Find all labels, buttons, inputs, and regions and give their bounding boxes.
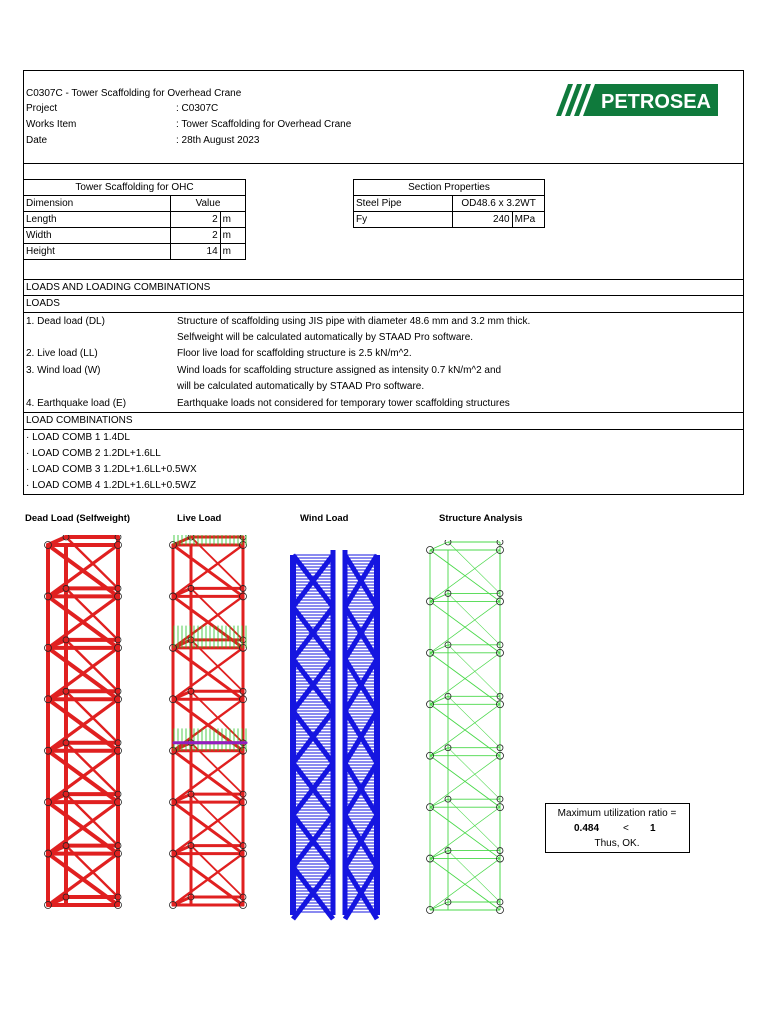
wind-load-frame [293, 550, 377, 919]
logo-text: PETROSEA [600, 91, 712, 113]
steel-pipe-label: Steel Pipe [354, 196, 453, 212]
dead-load-label: 1. Dead load (DL) [26, 316, 105, 327]
live-load-frame [170, 535, 247, 909]
table-row [24, 228, 246, 244]
combinations-divider [23, 412, 744, 413]
wind-load-caption: Wind Load [300, 513, 349, 524]
utilization-limit: 1 [650, 823, 656, 834]
table-row [354, 212, 545, 228]
dead-load-caption: Dead Load (Selfweight) [25, 513, 131, 524]
dead-load-line-1: Structure of scaffolding using JIS pipe with diameter 48.6 mm and 3.2 mm thick. [177, 316, 531, 327]
fy-value: 240 [453, 212, 512, 228]
wind-load-line-1: Wind loads for scaffolding structure assigned as intensity 0.7 kN/m^2 and [177, 365, 502, 376]
utilization-box [545, 803, 690, 853]
live-load-label: 2. Live load (LL) [26, 348, 98, 359]
dimension-header: Dimension [24, 196, 171, 212]
combinations-heading-divider [23, 429, 744, 430]
structure-analysis-figure [420, 540, 545, 940]
header-divider [23, 163, 744, 164]
utilization-title: Maximum utilization ratio = [557, 808, 677, 819]
load-comb-3: · LOAD COMB 3 1.2DL+1.6LL+0.5WX [26, 464, 197, 475]
structure-analysis-caption: Structure Analysis [439, 513, 523, 524]
document-title: C0307C - Tower Scaffolding for Overhead Crane [26, 88, 242, 99]
loads-section-heading: LOADS AND LOADING COMBINATIONS [26, 282, 211, 293]
wind-load-line-2: will be calculated automatically by STAAD Pro software. [177, 381, 425, 392]
section-table-title: Section Properties [354, 180, 545, 196]
dead-load-frame [45, 535, 122, 909]
properties-divider [23, 279, 744, 280]
live-load-line-1: Floor live load for scaffolding structure is 2.5 kN/m^2. [177, 348, 412, 359]
length-label: Length [24, 212, 171, 228]
date-label: Date [26, 135, 48, 146]
load-comb-4: · LOAD COMB 4 1.2DL+1.6LL+0.5WZ [26, 480, 197, 491]
ohc-table-title: Tower Scaffolding for OHC [24, 180, 246, 196]
live-load-caption: Live Load [177, 513, 222, 524]
length-unit: m [220, 212, 245, 228]
load-comb-2: · LOAD COMB 2 1.2DL+1.6LL [26, 448, 161, 459]
petrosea-logo [556, 84, 718, 116]
live-load-figure [160, 535, 260, 935]
date-value: : 28th August 2023 [176, 135, 260, 146]
section-properties-table [353, 179, 545, 228]
wind-load-label: 3. Wind load (W) [26, 365, 101, 376]
earthquake-load-line-1: Earthquake loads not considered for temporary tower scaffolding structures [177, 398, 510, 409]
works-item-label: Works Item [26, 119, 77, 130]
load-comb-1: · LOAD COMB 1 1.4DL [26, 432, 130, 443]
width-unit: m [220, 228, 245, 244]
earthquake-load-label: 4. Earthquake load (E) [26, 398, 127, 409]
fy-label: Fy [354, 212, 453, 228]
ohc-dimension-table [23, 179, 246, 260]
height-unit: m [220, 244, 245, 260]
combinations-heading: LOAD COMBINATIONS [26, 415, 133, 426]
table-row [24, 244, 246, 260]
analysis-frame [427, 540, 504, 914]
utilization-value: 0.484 [574, 823, 600, 834]
value-header: Value [170, 196, 245, 212]
width-value: 2 [170, 228, 220, 244]
dead-load-figure [30, 535, 140, 935]
loads-divider [23, 312, 744, 313]
height-label: Height [24, 244, 171, 260]
height-value: 14 [170, 244, 220, 260]
dead-load-line-2: Selfweight will be calculated automatically by STAAD Pro software. [177, 332, 474, 343]
utilization-operator: < [623, 823, 629, 834]
wind-load-figure [285, 535, 395, 935]
width-label: Width [24, 228, 171, 244]
project-label: Project [26, 103, 58, 114]
table-row [24, 212, 246, 228]
table-row [354, 196, 545, 212]
utilization-conclusion: Thus, OK. [594, 838, 640, 849]
loads-heading-divider [23, 295, 744, 296]
fy-unit: MPa [512, 212, 544, 228]
length-value: 2 [170, 212, 220, 228]
project-value: : C0307C [176, 103, 219, 114]
loads-heading: LOADS [26, 298, 60, 309]
steel-pipe-value: OD48.6 x 3.2WT [453, 196, 545, 212]
works-item-value: : Tower Scaffolding for Overhead Crane [176, 119, 352, 130]
